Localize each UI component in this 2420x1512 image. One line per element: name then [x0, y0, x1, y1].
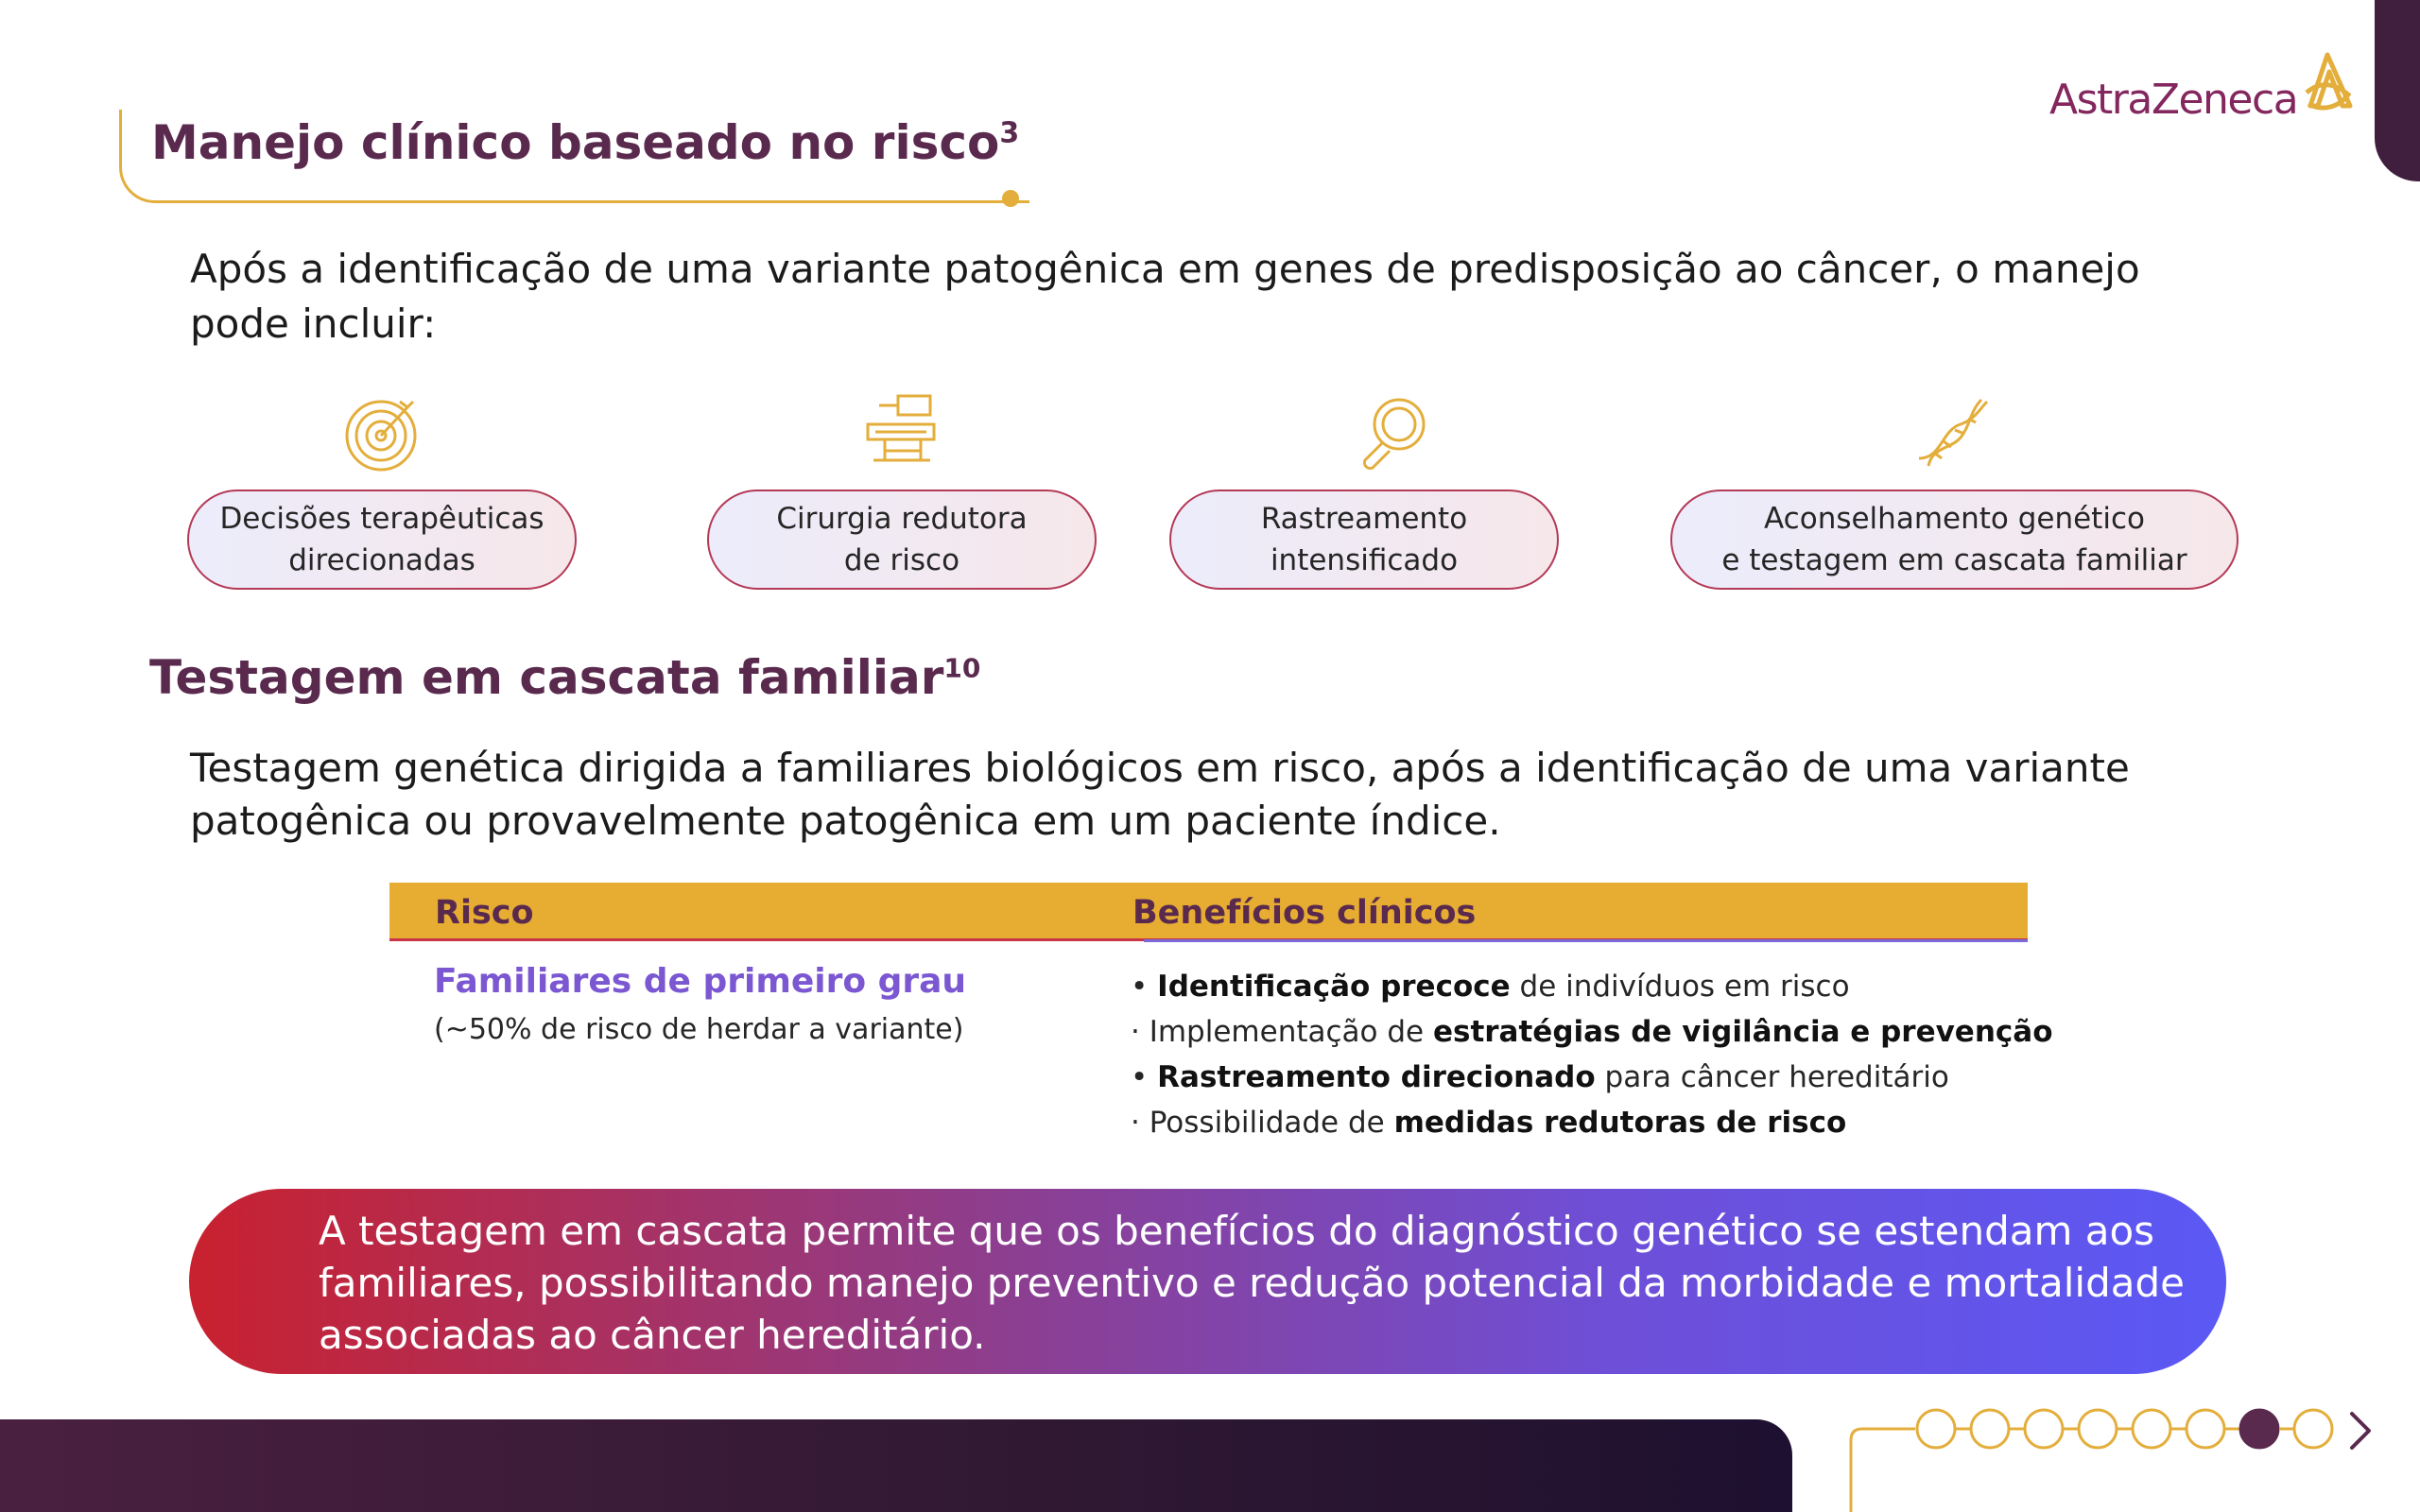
nav-dot[interactable]: [2079, 1410, 2117, 1448]
title-footnote: 10: [943, 652, 981, 684]
section-title-cascade-testing: [149, 650, 980, 705]
nav-dot-current[interactable]: [2240, 1410, 2278, 1448]
pill-line: intensificado: [1270, 543, 1459, 577]
pill-line: Decisões terapêuticas: [219, 502, 544, 536]
column-header-benefits: Benefícios clínicos: [1132, 894, 1477, 932]
pill-line: de risco: [843, 543, 960, 577]
bullet: ·: [1131, 1015, 1140, 1049]
nav-dot[interactable]: [1917, 1410, 1955, 1448]
benefit-text: Possibilidade de: [1149, 1106, 1394, 1140]
nav-dot[interactable]: [2025, 1410, 2063, 1448]
key-message-text: A testagem em cascata permite que os benefícios do diagnóstico genético se estendam aos familiares, possibilitando manejo preventivo e redução potencial da morbidade e mortalidade associadas ao câncer hereditário.: [319, 1208, 2185, 1358]
nav-dot[interactable]: [2294, 1410, 2332, 1448]
pill-line: Rastreamento: [1260, 502, 1468, 536]
title-footnote: 3: [999, 116, 1020, 150]
header-accent-line: [1144, 939, 2028, 942]
nav-dot[interactable]: [2187, 1410, 2224, 1448]
logo-text: AstraZeneca: [2049, 75, 2298, 124]
pill-intensified-screening: [1169, 490, 1559, 590]
corner-tab: [2375, 0, 2420, 181]
magnifier-icon: [1352, 392, 1431, 472]
target-icon: [341, 392, 421, 472]
benefit-bold: Rastreamento direcionado: [1157, 1060, 1596, 1094]
title-text: Testagem em cascata familiar: [149, 650, 944, 705]
nav-dot[interactable]: [1971, 1410, 2009, 1448]
chevron-right-icon[interactable]: [2352, 1414, 2369, 1448]
pill-risk-reducing-surgery: [707, 490, 1097, 590]
benefits-list: [1131, 964, 2057, 1145]
nav-dot[interactable]: [2133, 1410, 2170, 1448]
cascade-description: Testagem genética dirigida a familiares biológicos em risco, após a identificação de uma variante patogênica ou provavelmente patogênica em um paciente índice.: [190, 745, 2130, 844]
benefit-text: para câncer hereditário: [1595, 1060, 1949, 1094]
bullet: ·: [1131, 1106, 1140, 1140]
benefit-bold: Identificação precoce: [1157, 970, 1511, 1004]
pill-line: Aconselhamento genético: [1764, 502, 2145, 536]
intro-text: Após a identificação de uma variante patogênica em genes de predisposição ao câncer, o manejo pode incluir:: [190, 246, 2140, 347]
footer-bar: [0, 1419, 1792, 1512]
list-item: [1131, 1055, 2057, 1100]
risk-group-subtitle: (~50% de risco de herdar a variante): [434, 1013, 964, 1046]
dna-icon: [1913, 392, 1993, 472]
column-header-risk: Risco: [435, 894, 534, 932]
section-title-risk-management: [151, 115, 1019, 170]
list-item: [1131, 964, 2057, 1009]
bullet: •: [1131, 970, 1149, 1004]
benefit-bold: medidas redutoras de risco: [1393, 1106, 1847, 1140]
benefit-bold: estratégias de vigilância e prevenção: [1432, 1015, 2053, 1049]
astrazeneca-mark-icon: [2301, 51, 2354, 123]
pill-line: e testagem em cascata familiar: [1721, 543, 2187, 577]
surgery-table-icon: [862, 392, 942, 472]
pill-line: Cirurgia redutora: [776, 502, 1028, 536]
bullet: •: [1131, 1060, 1149, 1094]
nav-connector-line: [1851, 1429, 1915, 1512]
table-header: [389, 883, 2028, 941]
heading-underline-dot: [1002, 190, 1019, 207]
risk-group-title: Familiares de primeiro grau: [434, 962, 967, 1001]
title-text: Manejo clínico baseado no risco: [151, 115, 1000, 170]
list-item: [1131, 1100, 2057, 1145]
list-item: [1131, 1009, 2057, 1055]
pill-targeted-therapy: [187, 490, 577, 590]
slide-navigation: [1849, 1399, 2407, 1512]
pill-genetic-counseling: [1670, 490, 2238, 590]
astrazeneca-logo: [2049, 57, 2354, 142]
benefit-text: Implementação de: [1149, 1015, 1433, 1049]
benefit-text: de indivíduos em risco: [1510, 970, 1850, 1004]
pill-line: direcionadas: [288, 543, 475, 577]
